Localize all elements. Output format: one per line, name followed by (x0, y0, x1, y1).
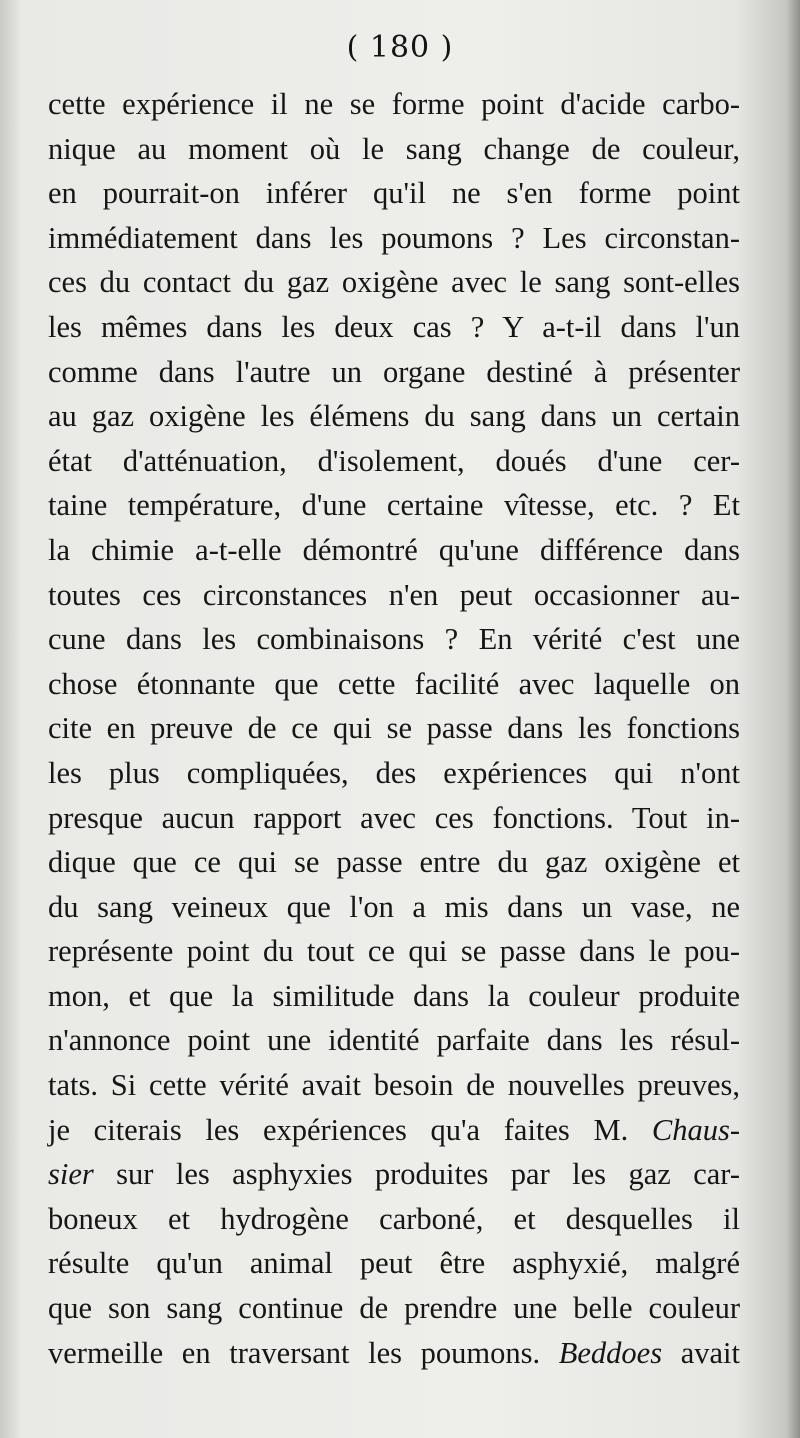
author-name-chaussier-part2: sier (48, 1157, 94, 1192)
text-line-29-roman: vermeille en traversant les poumons. (48, 1335, 559, 1370)
text-line-27: résulte qu'un animal peut être asphyxié, malgré (48, 1246, 740, 1281)
text-line-20: représente point du tout ce qui se passe dans le pou- (48, 934, 740, 969)
text-line-12: toutes ces circonstances n'en peut occasionner au- (48, 577, 740, 612)
text-line-9: état d'atténuation, d'isolement, doués d'une cer- (48, 443, 740, 478)
text-line-22: n'annonce point une identité parfaite dans les résul- (48, 1023, 740, 1058)
text-line-11: la chimie a-t-elle démontré qu'une différence dans (48, 532, 740, 567)
text-line-19: du sang veineux que l'on a mis dans un vase, ne (48, 889, 740, 924)
text-line-6: les mêmes dans les deux cas ? Y a-t-il dans l'un (48, 309, 740, 344)
text-line-24-roman: je citerais les expériences qu'a faites M. (48, 1112, 652, 1147)
author-name-chaussier-part1: Chaus- (651, 1112, 740, 1147)
text-line-25 (48, 1152, 740, 1197)
page-edge-shadow (786, 0, 800, 1438)
text-line-10: taine température, d'une certaine vîtesse, etc. ? Et (48, 488, 740, 523)
text-line-15: cite en preuve de ce qui se passe dans les fonctions (48, 711, 740, 746)
text-line-18: dique que ce qui se passe entre du gaz oxigène et (48, 845, 740, 880)
text-line-3: en pourrait-on inférer qu'il ne s'en forme point (48, 176, 740, 211)
body-text (48, 82, 740, 1375)
text-line-16: les plus compliquées, des expériences qui n'ont (48, 755, 740, 790)
text-line-26: boneux et hydrogène carboné, et desquelles il (48, 1201, 740, 1236)
text-line-13: cune dans les combinaisons ? En vérité c'est une (48, 622, 740, 657)
text-line-14: chose étonnante que cette facilité avec laquelle on (48, 666, 740, 701)
text-line-21: mon, et que la similitude dans la couleur produite (48, 978, 740, 1013)
text-line-29-roman-end: avait (662, 1335, 740, 1370)
text-line-5: ces du contact du gaz oxigène avec le sang sont-elles (48, 265, 740, 300)
text-line-7: comme dans l'autre un organe destiné à présenter (48, 354, 740, 389)
text-line-29 (48, 1331, 740, 1376)
text-line-23: tats. Si cette vérité avait besoin de nouvelles preuves, (48, 1068, 740, 1103)
text-line-24 (48, 1108, 740, 1153)
text-line-2: nique au moment où le sang change de couleur, (48, 131, 740, 166)
text-line-4: immédiatement dans les poumons ? Les circonstan- (48, 220, 740, 255)
text-line-25-roman: sur les asphyxies produites par les gaz car- (93, 1157, 740, 1192)
text-line-1: cette expérience il ne se forme point d'acide carbo- (48, 87, 740, 121)
text-line-8: au gaz oxigène les élémens du sang dans un certain (48, 399, 740, 434)
page-number: ( 180 ) (346, 30, 454, 65)
text-line-28: que son sang continue de prendre une belle couleur (48, 1291, 740, 1326)
text-line-17: presque aucun rapport avec ces fonctions. Tout in- (48, 800, 740, 835)
author-name-beddoes: Beddoes (558, 1335, 663, 1370)
